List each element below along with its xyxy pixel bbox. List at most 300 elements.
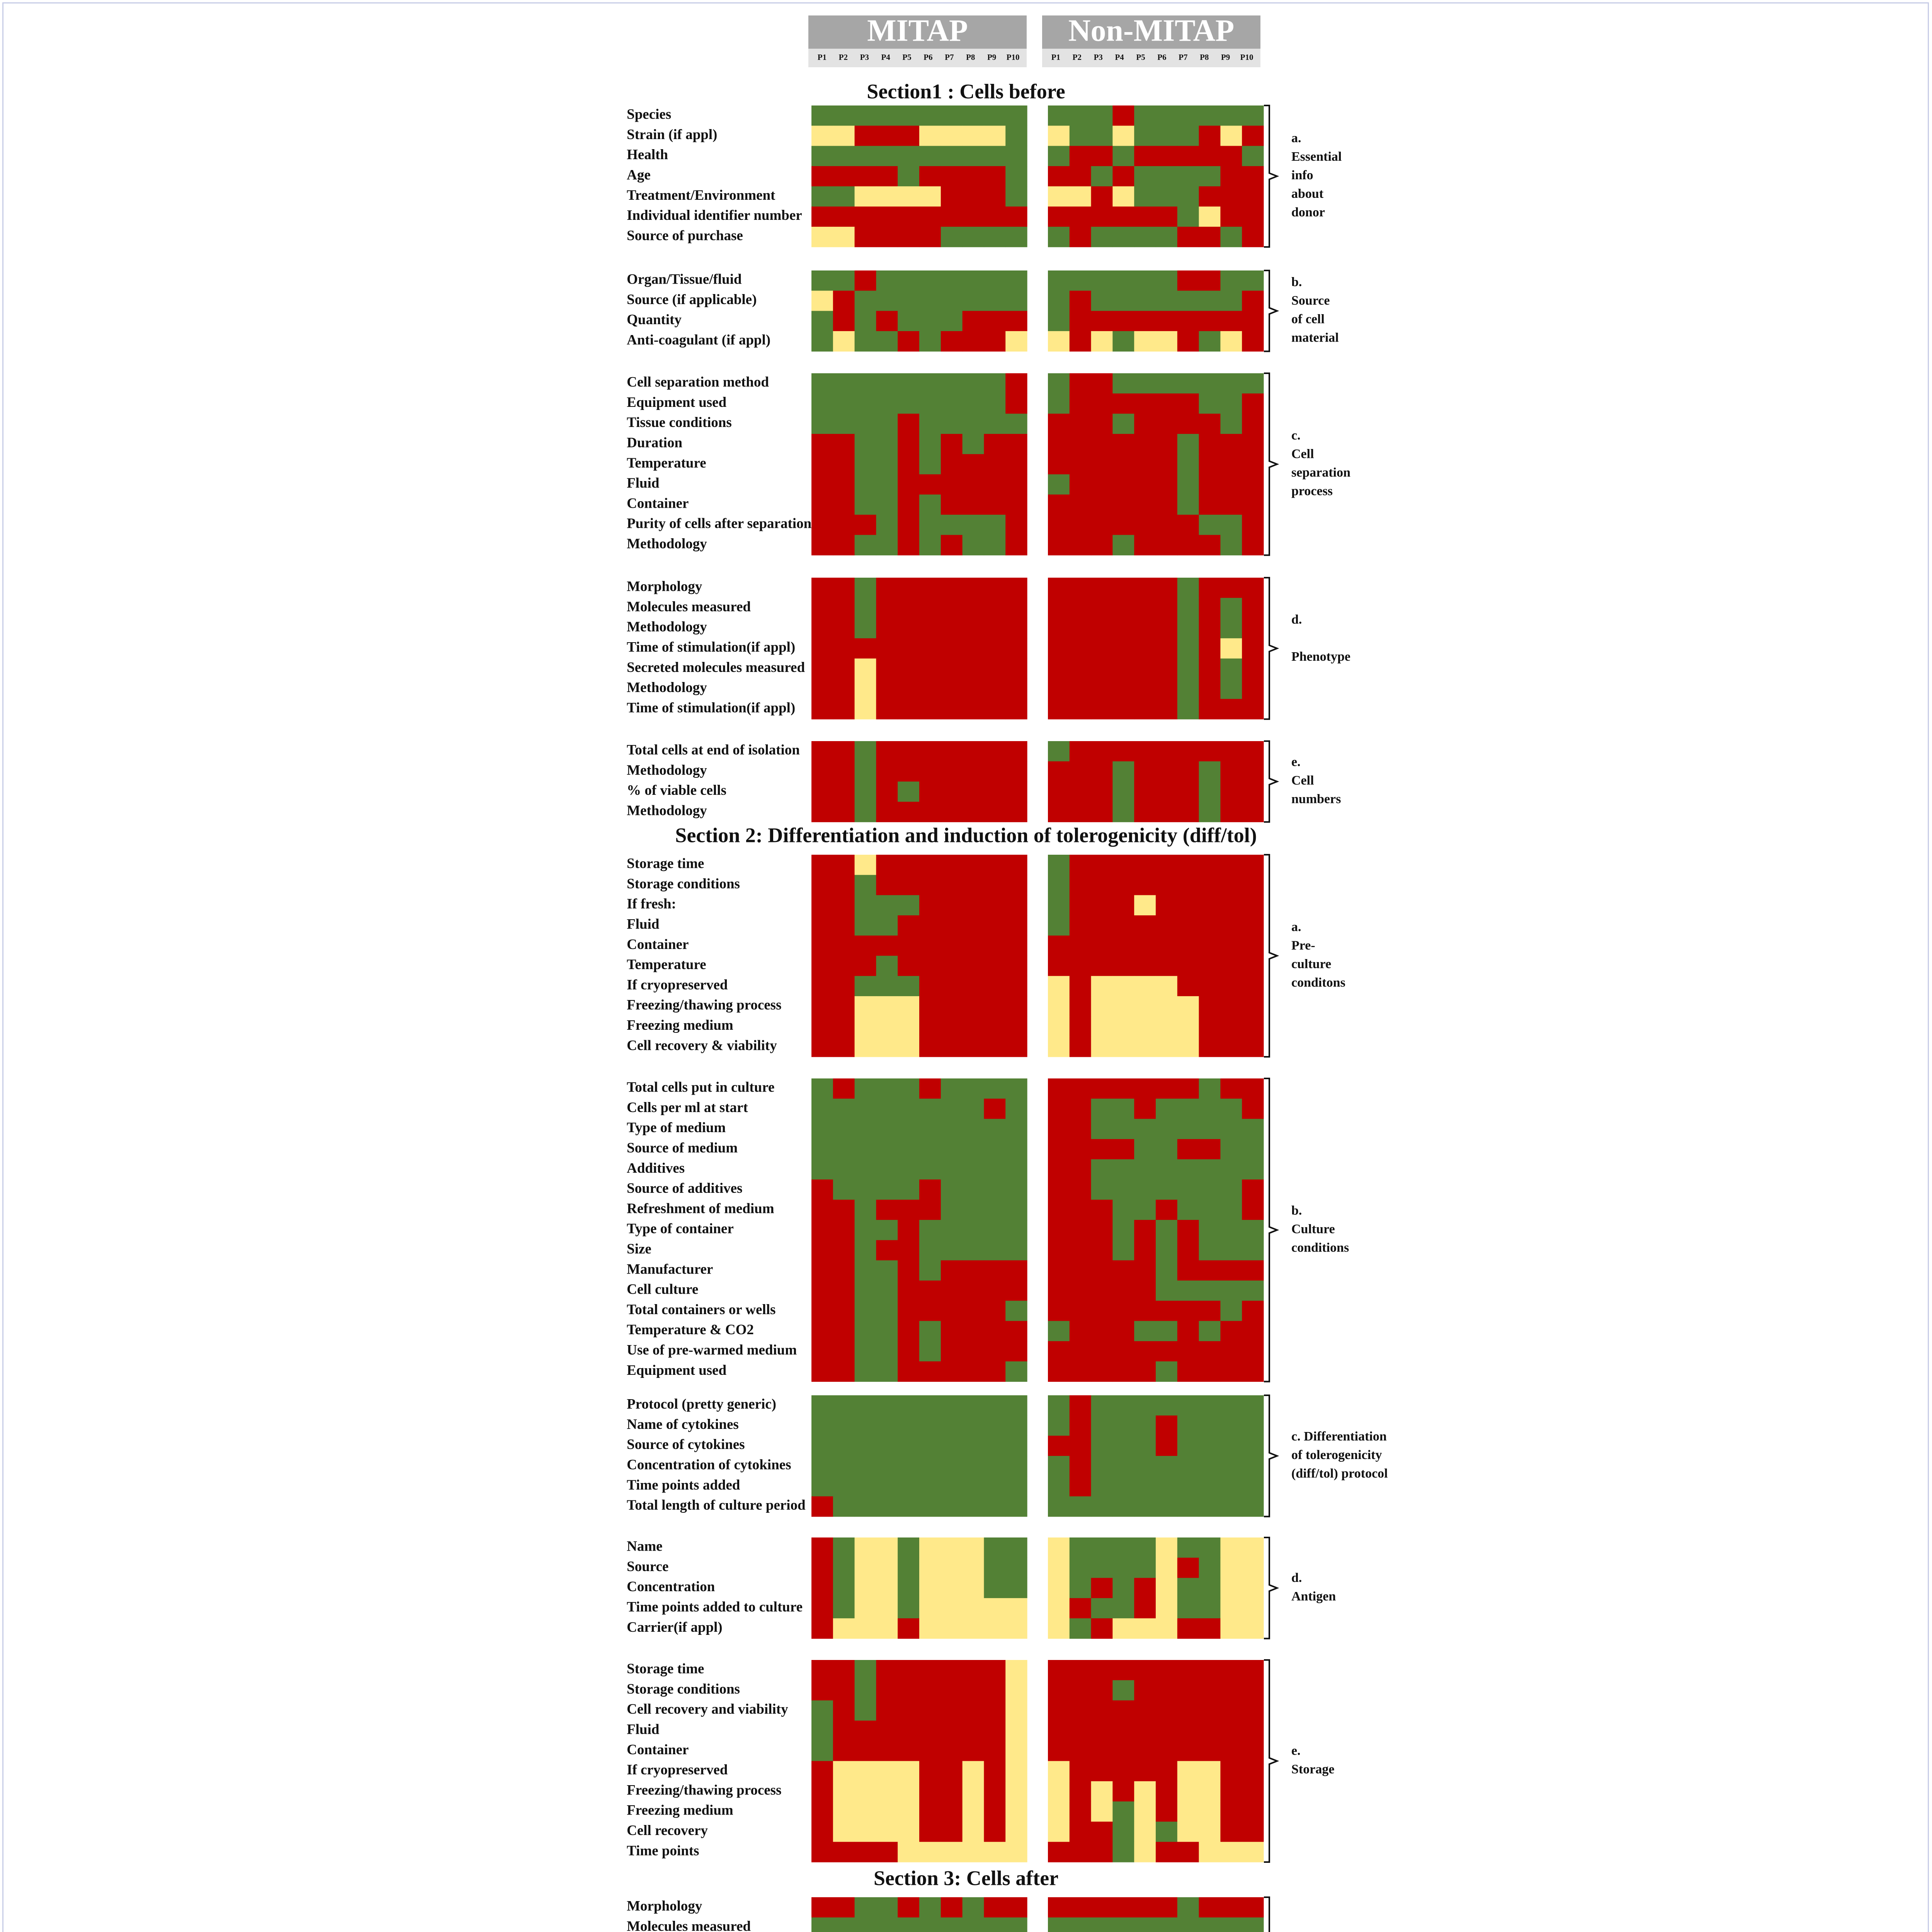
mitap-cell-3-1-3 <box>876 598 898 618</box>
mitap-cell-2-2-5 <box>919 414 941 434</box>
nonmitap-cell-7-5-4 <box>1134 1497 1156 1517</box>
mitap-cell-3-1-1 <box>833 598 855 618</box>
mitap-cell-2-0-9 <box>1005 373 1027 394</box>
mitap-cell-9-1-1 <box>833 1680 855 1701</box>
mitap-cell-5-2-5 <box>919 895 941 916</box>
mitap-cell-3-5-4 <box>898 679 919 699</box>
mitap-cell-2-8-2 <box>855 535 876 555</box>
nonmitap-cell-6-8-5 <box>1156 1240 1177 1260</box>
mitap-cell-9-5-6 <box>941 1761 963 1782</box>
nonmitap-cell-3-4-5 <box>1156 658 1177 679</box>
mitap-cell-1-3-2 <box>855 331 876 352</box>
nonmitap-cell-6-4-1 <box>1070 1159 1091 1180</box>
participant-label-0-1: P2 <box>838 52 848 62</box>
nonmitap-cell-2-7-1 <box>1070 515 1091 535</box>
row-label-0-4: Treatment/Environment <box>627 187 776 203</box>
mitap-cell-5-3-6 <box>941 915 963 936</box>
nonmitap-cell-5-3-5 <box>1156 915 1177 936</box>
nonmitap-cell-4-1-6 <box>1177 761 1199 782</box>
mitap-cell-8-3-2 <box>855 1598 876 1619</box>
mitap-cell-0-5-5 <box>919 207 941 227</box>
nonmitap-cell-3-3-9 <box>1242 638 1264 659</box>
mitap-cell-5-1-8 <box>984 875 1005 895</box>
mitap-cell-1-0-5 <box>919 270 941 291</box>
nonmitap-cell-6-8-0 <box>1048 1240 1070 1260</box>
nonmitap-cell-10-1-2 <box>1091 1917 1113 1932</box>
row-label-2-1: Equipment used <box>627 394 727 410</box>
nonmitap-cell-10-1-9 <box>1242 1917 1264 1932</box>
mitap-cell-9-7-7 <box>963 1801 984 1822</box>
mitap-cell-5-3-5 <box>919 915 941 936</box>
mitap-cell-5-9-7 <box>963 1037 984 1057</box>
nonmitap-cell-4-3-0 <box>1048 802 1070 822</box>
bracket-1 <box>1264 270 1277 351</box>
nonmitap-cell-9-1-3 <box>1112 1680 1134 1701</box>
mitap-cell-9-8-0 <box>811 1821 833 1842</box>
nonmitap-cell-3-0-1 <box>1070 578 1091 598</box>
mitap-cell-6-13-2 <box>855 1341 876 1362</box>
nonmitap-cell-2-2-7 <box>1199 414 1221 434</box>
nonmitap-cell-0-1-5 <box>1156 126 1177 146</box>
nonmitap-cell-5-7-3 <box>1112 996 1134 1017</box>
nonmitap-cell-4-3-5 <box>1156 802 1177 822</box>
mitap-cell-5-5-7 <box>963 956 984 976</box>
mitap-cell-6-11-3 <box>876 1301 898 1321</box>
mitap-cell-6-11-0 <box>811 1301 833 1321</box>
mitap-cell-6-1-3 <box>876 1099 898 1119</box>
mitap-cell-5-5-8 <box>984 956 1005 976</box>
nonmitap-cell-6-13-5 <box>1156 1341 1177 1362</box>
nonmitap-cell-8-4-1 <box>1070 1618 1091 1639</box>
nonmitap-cell-6-3-7 <box>1199 1139 1221 1160</box>
nonmitap-cell-3-0-7 <box>1199 578 1221 598</box>
nonmitap-cell-4-0-6 <box>1177 741 1199 762</box>
participant-label-1-1: P2 <box>1072 52 1082 62</box>
nonmitap-cell-6-2-2 <box>1091 1119 1113 1139</box>
nonmitap-cell-5-5-3 <box>1112 956 1134 976</box>
nonmitap-cell-3-5-5 <box>1156 679 1177 699</box>
nonmitap-cell-6-2-8 <box>1220 1119 1242 1139</box>
nonmitap-cell-5-7-7 <box>1199 996 1221 1017</box>
nonmitap-cell-6-7-2 <box>1091 1220 1113 1240</box>
nonmitap-cell-0-6-6 <box>1177 227 1199 247</box>
nonmitap-cell-4-0-0 <box>1048 741 1070 762</box>
mitap-cell-3-5-1 <box>833 679 855 699</box>
nonmitap-cell-6-5-6 <box>1177 1180 1199 1200</box>
mitap-cell-10-0-4 <box>898 1897 919 1918</box>
row-label-9-3: Fluid <box>627 1721 660 1738</box>
mitap-cell-6-4-3 <box>876 1159 898 1180</box>
mitap-cell-6-6-8 <box>984 1200 1005 1220</box>
mitap-cell-9-4-3 <box>876 1741 898 1761</box>
mitap-cell-3-4-3 <box>876 658 898 679</box>
nonmitap-cell-7-0-8 <box>1220 1395 1242 1416</box>
nonmitap-cell-7-0-0 <box>1048 1395 1070 1416</box>
mitap-cell-9-2-0 <box>811 1701 833 1721</box>
mitap-cell-2-0-2 <box>855 373 876 394</box>
mitap-cell-4-1-0 <box>811 761 833 782</box>
nonmitap-cell-0-5-5 <box>1156 207 1177 227</box>
row-label-7-0: Protocol (pretty generic) <box>627 1396 776 1412</box>
nonmitap-cell-6-10-7 <box>1199 1281 1221 1301</box>
mitap-cell-6-10-8 <box>984 1281 1005 1301</box>
bracket-2 <box>1264 373 1277 555</box>
nonmitap-cell-9-3-7 <box>1199 1721 1221 1741</box>
mitap-cell-3-3-9 <box>1005 638 1027 659</box>
nonmitap-cell-2-6-1 <box>1070 495 1091 515</box>
nonmitap-cell-6-5-0 <box>1048 1180 1070 1200</box>
mitap-cell-1-3-7 <box>963 331 984 352</box>
mitap-cell-1-2-4 <box>898 311 919 332</box>
mitap-cell-1-0-7 <box>963 270 984 291</box>
nonmitap-cell-3-3-7 <box>1199 638 1221 659</box>
mitap-cell-2-3-3 <box>876 434 898 454</box>
nonmitap-cell-2-0-2 <box>1091 373 1113 394</box>
row-label-6-1: Cells per ml at start <box>627 1099 748 1116</box>
nonmitap-cell-9-5-8 <box>1220 1761 1242 1782</box>
mitap-cell-1-0-4 <box>898 270 919 291</box>
mitap-cell-2-1-2 <box>855 393 876 414</box>
mitap-cell-2-8-3 <box>876 535 898 555</box>
mitap-cell-9-2-1 <box>833 1701 855 1721</box>
nonmitap-cell-3-4-9 <box>1242 658 1264 679</box>
nonmitap-cell-4-1-2 <box>1091 761 1113 782</box>
block-annotation-8: d. Antigen <box>1291 1570 1336 1604</box>
nonmitap-cell-9-6-4 <box>1134 1781 1156 1802</box>
nonmitap-cell-5-2-0 <box>1048 895 1070 916</box>
mitap-cell-3-5-0 <box>811 679 833 699</box>
mitap-cell-0-0-1 <box>833 105 855 126</box>
nonmitap-cell-1-2-8 <box>1220 311 1242 332</box>
nonmitap-cell-5-8-2 <box>1091 1016 1113 1037</box>
mitap-cell-6-7-0 <box>811 1220 833 1240</box>
nonmitap-cell-1-0-6 <box>1177 270 1199 291</box>
nonmitap-cell-3-0-0 <box>1048 578 1070 598</box>
nonmitap-cell-1-3-6 <box>1177 331 1199 352</box>
nonmitap-cell-5-7-6 <box>1177 996 1199 1017</box>
nonmitap-cell-1-0-0 <box>1048 270 1070 291</box>
mitap-cell-6-4-8 <box>984 1159 1005 1180</box>
mitap-cell-1-1-8 <box>984 291 1005 311</box>
mitap-cell-9-5-4 <box>898 1761 919 1782</box>
mitap-cell-0-6-4 <box>898 227 919 247</box>
mitap-cell-6-14-8 <box>984 1361 1005 1382</box>
mitap-cell-8-0-8 <box>984 1537 1005 1558</box>
nonmitap-cell-5-8-0 <box>1048 1016 1070 1037</box>
nonmitap-cell-1-2-1 <box>1070 311 1091 332</box>
mitap-cell-9-9-1 <box>833 1842 855 1862</box>
nonmitap-cell-6-7-1 <box>1070 1220 1091 1240</box>
mitap-cell-0-5-7 <box>963 207 984 227</box>
mitap-cell-9-0-4 <box>898 1660 919 1680</box>
nonmitap-cell-1-2-9 <box>1242 311 1264 332</box>
nonmitap-cell-3-1-4 <box>1134 598 1156 618</box>
nonmitap-cell-4-2-7 <box>1199 782 1221 802</box>
nonmitap-cell-9-9-8 <box>1220 1842 1242 1862</box>
nonmitap-cell-3-0-4 <box>1134 578 1156 598</box>
nonmitap-cell-6-2-7 <box>1199 1119 1221 1139</box>
mitap-cell-7-3-9 <box>1005 1456 1027 1476</box>
mitap-cell-6-7-7 <box>963 1220 984 1240</box>
mitap-cell-6-13-7 <box>963 1341 984 1362</box>
mitap-cell-5-6-9 <box>1005 976 1027 997</box>
mitap-cell-0-2-1 <box>833 146 855 167</box>
nonmitap-cell-10-1-3 <box>1112 1917 1134 1932</box>
mitap-cell-6-12-5 <box>919 1321 941 1342</box>
mitap-cell-6-6-7 <box>963 1200 984 1220</box>
mitap-cell-8-1-6 <box>941 1558 963 1578</box>
row-label-8-0: Name <box>627 1538 663 1554</box>
nonmitap-cell-9-7-7 <box>1199 1801 1221 1822</box>
participant-label-0-3: P4 <box>881 52 890 62</box>
row-label-5-2: If fresh: <box>627 896 676 912</box>
mitap-cell-9-5-0 <box>811 1761 833 1782</box>
nonmitap-cell-8-4-5 <box>1156 1618 1177 1639</box>
mitap-cell-0-6-8 <box>984 227 1005 247</box>
nonmitap-cell-4-2-9 <box>1242 782 1264 802</box>
nonmitap-cell-6-1-8 <box>1220 1099 1242 1119</box>
mitap-cell-6-2-0 <box>811 1119 833 1139</box>
nonmitap-cell-7-1-8 <box>1220 1415 1242 1436</box>
mitap-cell-5-7-9 <box>1005 996 1027 1017</box>
nonmitap-cell-2-6-5 <box>1156 495 1177 515</box>
block-annotation-6: b. Culture conditions <box>1291 1203 1349 1255</box>
nonmitap-cell-2-4-7 <box>1199 454 1221 474</box>
row-label-2-0: Cell separation method <box>627 374 769 390</box>
mitap-cell-2-0-0 <box>811 373 833 394</box>
nonmitap-cell-2-0-6 <box>1177 373 1199 394</box>
mitap-cell-0-4-8 <box>984 186 1005 207</box>
mitap-cell-2-4-4 <box>898 454 919 474</box>
mitap-cell-9-7-1 <box>833 1801 855 1822</box>
mitap-cell-5-2-1 <box>833 895 855 916</box>
mitap-cell-6-3-7 <box>963 1139 984 1160</box>
nonmitap-cell-2-5-6 <box>1177 474 1199 495</box>
nonmitap-cell-6-3-5 <box>1156 1139 1177 1160</box>
mitap-cell-3-6-1 <box>833 699 855 719</box>
nonmitap-cell-1-1-6 <box>1177 291 1199 311</box>
mitap-cell-3-4-7 <box>963 658 984 679</box>
mitap-cell-3-5-5 <box>919 679 941 699</box>
nonmitap-cell-2-1-7 <box>1199 393 1221 414</box>
mitap-cell-9-6-8 <box>984 1781 1005 1802</box>
row-label-2-7: Purity of cells after separation <box>627 515 812 532</box>
nonmitap-cell-4-2-5 <box>1156 782 1177 802</box>
mitap-cell-9-4-2 <box>855 1741 876 1761</box>
mitap-cell-5-7-4 <box>898 996 919 1017</box>
nonmitap-cell-0-5-0 <box>1048 207 1070 227</box>
mitap-cell-0-3-2 <box>855 166 876 187</box>
mitap-cell-6-3-4 <box>898 1139 919 1160</box>
nonmitap-cell-0-5-4 <box>1134 207 1156 227</box>
mitap-cell-8-2-1 <box>833 1578 855 1599</box>
nonmitap-cell-5-0-7 <box>1199 855 1221 875</box>
mitap-cell-0-1-3 <box>876 126 898 146</box>
mitap-cell-9-9-2 <box>855 1842 876 1862</box>
mitap-cell-4-1-2 <box>855 761 876 782</box>
nonmitap-cell-6-3-0 <box>1048 1139 1070 1160</box>
nonmitap-cell-6-0-1 <box>1070 1078 1091 1099</box>
mitap-cell-7-4-1 <box>833 1476 855 1497</box>
mitap-cell-5-2-4 <box>898 895 919 916</box>
nonmitap-cell-5-6-6 <box>1177 976 1199 997</box>
mitap-cell-2-0-3 <box>876 373 898 394</box>
mitap-cell-3-2-1 <box>833 618 855 639</box>
nonmitap-cell-7-3-7 <box>1199 1456 1221 1476</box>
mitap-cell-6-12-9 <box>1005 1321 1027 1342</box>
nonmitap-cell-5-2-1 <box>1070 895 1091 916</box>
mitap-cell-6-8-9 <box>1005 1240 1027 1260</box>
row-label-10-1: Molecules measured <box>627 1918 751 1932</box>
mitap-cell-0-4-6 <box>941 186 963 207</box>
bracket-5 <box>1264 855 1277 1057</box>
mitap-cell-6-12-1 <box>833 1321 855 1342</box>
nonmitap-cell-7-4-1 <box>1070 1476 1091 1497</box>
mitap-cell-6-12-3 <box>876 1321 898 1342</box>
nonmitap-cell-9-4-5 <box>1156 1741 1177 1761</box>
mitap-cell-0-6-6 <box>941 227 963 247</box>
nonmitap-cell-8-2-5 <box>1156 1578 1177 1599</box>
block-annotation-5: a. Pre-culture conditons <box>1291 920 1345 990</box>
mitap-cell-6-0-7 <box>963 1078 984 1099</box>
mitap-cell-6-2-6 <box>941 1119 963 1139</box>
nonmitap-cell-2-5-8 <box>1220 474 1242 495</box>
nonmitap-cell-3-6-5 <box>1156 699 1177 719</box>
nonmitap-cell-3-5-9 <box>1242 679 1264 699</box>
nonmitap-cell-5-9-5 <box>1156 1037 1177 1057</box>
nonmitap-cell-2-5-2 <box>1091 474 1113 495</box>
nonmitap-cell-7-1-2 <box>1091 1415 1113 1436</box>
mitap-cell-2-4-7 <box>963 454 984 474</box>
participant-label-1-9: P10 <box>1240 52 1253 62</box>
nonmitap-cell-7-4-2 <box>1091 1476 1113 1497</box>
nonmitap-cell-2-1-2 <box>1091 393 1113 414</box>
nonmitap-cell-5-9-7 <box>1199 1037 1221 1057</box>
block-annotation-1: b. Source of cell material <box>1291 275 1339 345</box>
nonmitap-cell-6-10-9 <box>1242 1281 1264 1301</box>
mitap-cell-2-0-1 <box>833 373 855 394</box>
mitap-cell-6-8-7 <box>963 1240 984 1260</box>
row-label-8-2: Concentration <box>627 1579 715 1595</box>
nonmitap-cell-6-4-5 <box>1156 1159 1177 1180</box>
nonmitap-cell-3-4-0 <box>1048 658 1070 679</box>
nonmitap-cell-5-6-1 <box>1070 976 1091 997</box>
mitap-cell-0-0-6 <box>941 105 963 126</box>
nonmitap-cell-0-4-8 <box>1220 186 1242 207</box>
nonmitap-cell-3-2-9 <box>1242 618 1264 639</box>
nonmitap-cell-6-7-9 <box>1242 1220 1264 1240</box>
mitap-cell-10-0-9 <box>1005 1897 1027 1918</box>
row-label-6-0: Total cells put in culture <box>627 1079 775 1095</box>
row-label-3-2: Methodology <box>627 619 707 635</box>
nonmitap-cell-6-11-3 <box>1112 1301 1134 1321</box>
mitap-cell-6-13-0 <box>811 1341 833 1362</box>
row-label-3-3: Time of stimulation(if appl) <box>627 639 796 655</box>
mitap-cell-9-9-6 <box>941 1842 963 1862</box>
mitap-cell-3-6-3 <box>876 699 898 719</box>
mitap-cell-7-1-9 <box>1005 1415 1027 1436</box>
mitap-cell-9-7-6 <box>941 1801 963 1822</box>
nonmitap-cell-2-8-7 <box>1199 535 1221 555</box>
nonmitap-cell-8-0-5 <box>1156 1537 1177 1558</box>
mitap-cell-9-0-9 <box>1005 1660 1027 1680</box>
nonmitap-cell-5-3-3 <box>1112 915 1134 936</box>
nonmitap-cell-6-13-4 <box>1134 1341 1156 1362</box>
mitap-cell-2-4-8 <box>984 454 1005 474</box>
nonmitap-cell-3-5-8 <box>1220 679 1242 699</box>
mitap-cell-2-5-5 <box>919 474 941 495</box>
nonmitap-cell-7-3-5 <box>1156 1456 1177 1476</box>
mitap-cell-0-2-2 <box>855 146 876 167</box>
nonmitap-cell-9-7-0 <box>1048 1801 1070 1822</box>
mitap-cell-8-3-9 <box>1005 1598 1027 1619</box>
participant-label-0-0: P1 <box>817 52 827 62</box>
mitap-cell-5-8-9 <box>1005 1016 1027 1037</box>
mitap-cell-6-4-9 <box>1005 1159 1027 1180</box>
mitap-cell-2-2-3 <box>876 414 898 434</box>
mitap-cell-7-5-0 <box>811 1497 833 1517</box>
mitap-cell-6-2-4 <box>898 1119 919 1139</box>
nonmitap-cell-8-4-8 <box>1220 1618 1242 1639</box>
mitap-cell-7-3-8 <box>984 1456 1005 1476</box>
nonmitap-cell-4-1-0 <box>1048 761 1070 782</box>
mitap-cell-5-2-0 <box>811 895 833 916</box>
mitap-cell-6-13-5 <box>919 1341 941 1362</box>
nonmitap-cell-10-0-9 <box>1242 1897 1264 1918</box>
mitap-cell-8-4-3 <box>876 1618 898 1639</box>
mitap-cell-8-3-5 <box>919 1598 941 1619</box>
mitap-cell-2-4-6 <box>941 454 963 474</box>
nonmitap-cell-7-4-3 <box>1112 1476 1134 1497</box>
mitap-cell-2-8-0 <box>811 535 833 555</box>
mitap-cell-7-1-3 <box>876 1415 898 1436</box>
mitap-cell-3-5-9 <box>1005 679 1027 699</box>
nonmitap-cell-7-2-5 <box>1156 1436 1177 1456</box>
nonmitap-cell-9-7-3 <box>1112 1801 1134 1822</box>
nonmitap-cell-9-3-4 <box>1134 1721 1156 1741</box>
mitap-cell-6-8-0 <box>811 1240 833 1260</box>
nonmitap-cell-8-4-3 <box>1112 1618 1134 1639</box>
mitap-cell-4-0-9 <box>1005 741 1027 762</box>
nonmitap-cell-7-0-9 <box>1242 1395 1264 1416</box>
mitap-cell-9-6-1 <box>833 1781 855 1802</box>
mitap-cell-2-7-9 <box>1005 515 1027 535</box>
nonmitap-cell-5-8-7 <box>1199 1016 1221 1037</box>
mitap-cell-4-2-7 <box>963 782 984 802</box>
nonmitap-cell-2-5-9 <box>1242 474 1264 495</box>
mitap-cell-9-0-1 <box>833 1660 855 1680</box>
nonmitap-cell-7-2-7 <box>1199 1436 1221 1456</box>
nonmitap-cell-9-0-4 <box>1134 1660 1156 1680</box>
mitap-cell-6-8-2 <box>855 1240 876 1260</box>
nonmitap-cell-8-2-7 <box>1199 1578 1221 1599</box>
mitap-cell-6-6-9 <box>1005 1200 1027 1220</box>
mitap-cell-6-13-6 <box>941 1341 963 1362</box>
row-label-0-2: Health <box>627 147 668 163</box>
nonmitap-cell-9-7-9 <box>1242 1801 1264 1822</box>
nonmitap-cell-0-1-1 <box>1070 126 1091 146</box>
nonmitap-cell-6-0-5 <box>1156 1078 1177 1099</box>
nonmitap-cell-2-1-8 <box>1220 393 1242 414</box>
nonmitap-cell-8-3-9 <box>1242 1598 1264 1619</box>
mitap-cell-6-13-1 <box>833 1341 855 1362</box>
mitap-cell-6-10-7 <box>963 1281 984 1301</box>
nonmitap-cell-0-4-3 <box>1112 186 1134 207</box>
mitap-cell-4-3-4 <box>898 802 919 822</box>
mitap-cell-6-7-1 <box>833 1220 855 1240</box>
mitap-cell-5-3-4 <box>898 915 919 936</box>
nonmitap-cell-6-9-6 <box>1177 1260 1199 1281</box>
